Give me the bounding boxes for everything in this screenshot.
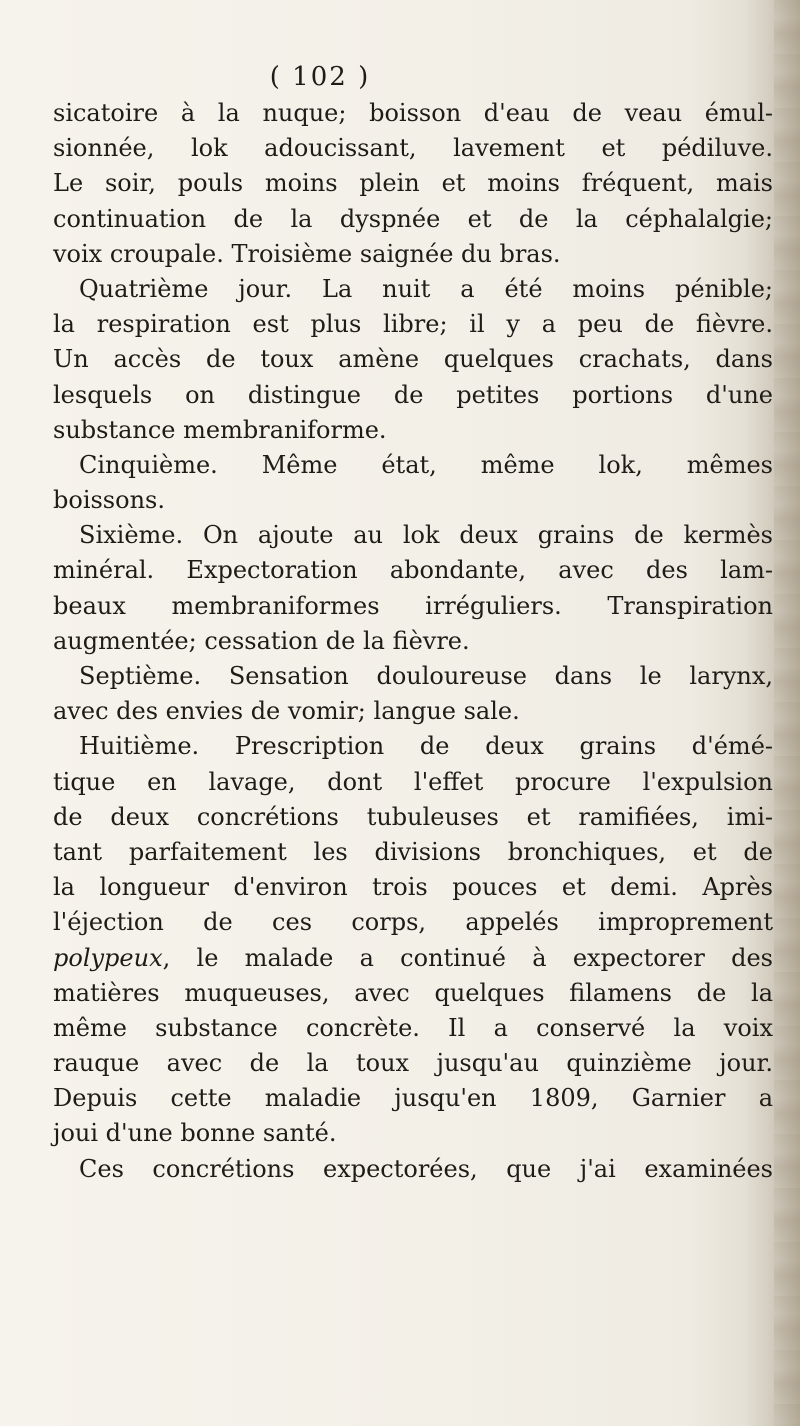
text-line: la longueur d'environ trois pouces et demi. Après xyxy=(53,873,773,902)
text-line: Le soir, pouls moins plein et moins fréquent, mais xyxy=(53,169,773,198)
text-line: boissons. xyxy=(53,486,165,515)
text-line: Quatrième jour. La nuit a été moins pénible; xyxy=(79,274,773,303)
text-line: tant parfaitement les divisions bronchiques, et de xyxy=(53,837,773,866)
body-text xyxy=(53,96,773,1187)
text-line: augmentée; cessation de la fièvre. xyxy=(53,626,470,655)
text-line: l'éjection de ces corps, appelés improprement xyxy=(53,908,773,937)
text-line: Huitième. Prescription de deux grains d'émé- xyxy=(79,732,773,761)
text-line: tique en lavage, dont l'effet procure l'expulsion xyxy=(53,767,773,796)
text-line: beaux membraniformes irréguliers. Transpiration xyxy=(53,591,773,620)
text-line: Ces concrétions expectorées, que j'ai examinées xyxy=(79,1154,773,1183)
text-line: avec des envies de vomir; langue sale. xyxy=(53,697,520,726)
text-line: substance membraniforme. xyxy=(53,415,387,444)
text-line: même substance concrète. Il a conservé la voix xyxy=(53,1013,773,1042)
text-line: Un accès de toux amène quelques crachats, dans xyxy=(53,345,773,374)
text-line: voix croupale. Troisième saignée du bras. xyxy=(53,239,561,268)
text-line: lesquels on distingue de petites portions d'une xyxy=(53,380,773,409)
text-line: de deux concrétions tubuleuses et ramifiées, imi- xyxy=(53,802,773,831)
text-line: continuation de la dyspnée et de la céphalalgie; xyxy=(53,204,773,233)
text-line: sicatoire à la nuque; boisson d'eau de veau émul- xyxy=(53,99,773,127)
text-line: Cinquième. Même état, même lok, mêmes xyxy=(79,450,773,479)
text-line: rauque avec de la toux jusqu'au quinzième jour. xyxy=(53,1049,773,1078)
italic-word: polypeux xyxy=(53,943,163,972)
text-line: polypeux, le malade a continué à expectorer des xyxy=(53,943,773,972)
text-line: matières muqueuses, avec quelques filamens de la xyxy=(53,978,773,1007)
page-number: ( 102 ) xyxy=(269,62,371,92)
text-line: sionnée, lok adoucissant, lavement et pédiluve. xyxy=(53,134,773,163)
text-line: minéral. Expectoration abondante, avec des lam- xyxy=(53,556,773,585)
page-edge-stain xyxy=(774,0,800,1426)
text-line: Sixième. On ajoute au lok deux grains de kermès xyxy=(79,521,773,550)
text-line: la respiration est plus libre; il y a peu de fièvre. xyxy=(53,310,773,339)
text-line: Septième. Sensation douloureuse dans le larynx, xyxy=(79,662,773,690)
text-line: joui d'une bonne santé. xyxy=(53,1119,337,1148)
text-line: Depuis cette maladie jusqu'en 1809, Garnier a xyxy=(53,1084,773,1113)
